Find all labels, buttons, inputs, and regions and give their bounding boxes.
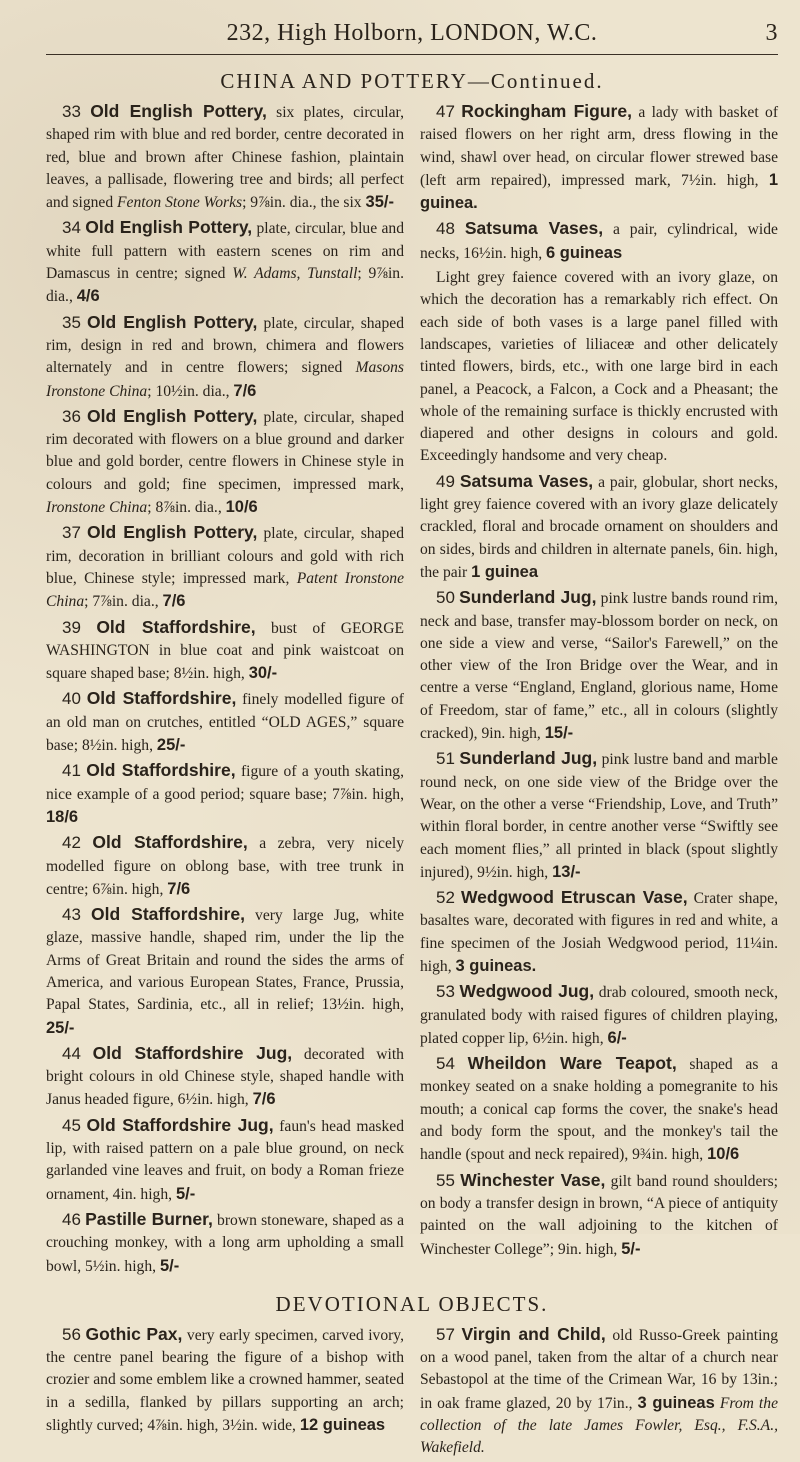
lot-title: Wheildon Ware Teapot,: [467, 1053, 677, 1074]
provenance-note: From the collection of the late James Fowler, Esq., F.S.A., Wakefield.: [420, 1394, 778, 1457]
lot-number: 49: [436, 471, 455, 491]
catalogue-entry: [420, 886, 778, 978]
lot-title: Old English Pottery,: [87, 311, 258, 332]
maker-mark: Ironstone China: [46, 499, 148, 517]
lot-price: 18/6: [46, 807, 79, 826]
devotional-columns: [46, 1323, 778, 1462]
lot-price: 7/6: [252, 1090, 276, 1109]
lot-number: 54: [436, 1054, 455, 1074]
lot-number: 56: [62, 1324, 81, 1344]
lot-description: shaped as a monkey seated on a snake holding a pomegranite to his mouth; a conical cap forms the cover, the snake's head and body form the spout, and the monkey's tail the handle (spout and neck repaired), 9¾in. high,: [420, 1056, 778, 1164]
lot-title: Old English Pottery,: [90, 101, 267, 121]
lot-price: 5/-: [621, 1239, 641, 1258]
catalogue-entry: [420, 217, 778, 265]
lot-description: six plates, circular, shaped rim with blue and red border, centre decorated in red, blue and brown after Chinese fashion, plaintain leaves, a pallisade, flowering tree and birds; all perfect and signed: [46, 104, 404, 212]
lot-number: 39: [62, 617, 81, 637]
catalogue-entry: [46, 831, 404, 901]
page-header-address: 232, High Holborn, LONDON, W.C.: [226, 20, 598, 46]
maker-mark: Masons Ironstone China: [46, 359, 404, 400]
lot-description: plate, circular, blue and white full pattern with eastern scenes on rim and Damascus in centre; signed: [46, 220, 404, 283]
lot-price: 25/-: [46, 1018, 75, 1037]
lot-number: 36: [62, 406, 81, 426]
lot-number: 34: [62, 218, 81, 238]
lot-title: Sunderland Jug,: [459, 587, 597, 608]
catalogue-entry: [420, 100, 778, 215]
lot-title: Satsuma Vases,: [464, 218, 604, 239]
lot-number: 41: [62, 761, 81, 781]
lot-description: pink lustre band and marble round neck, on one side view of the Bridge over the Wear, on the other a verse “Friendship, Love, and Truth” within floral border, in centre another verse “Swiftly see each moment flies,” all printed in black (spout slightly injured), 9½in. high,: [420, 751, 778, 881]
lot-number: 35: [62, 312, 81, 332]
catalogue-entry: [46, 405, 404, 519]
lot-title: Old Staffordshire Jug,: [86, 1114, 274, 1135]
lot-description: plate, circular, shaped rim, decoration in brilliant colours and gold with rich blue, Chinese style; impressed mark,: [46, 525, 404, 587]
catalogue-entry: [46, 216, 404, 308]
catalogue-entry: [420, 1052, 778, 1166]
catalogue-entry: [46, 1208, 404, 1278]
lot-number: 53: [436, 982, 455, 1002]
lot-number: 48: [436, 219, 455, 239]
lot-price: 3 guineas.: [455, 956, 537, 975]
lot-price: 7/6: [167, 879, 191, 898]
lot-description-tail: ; 7⅞in. dia.,: [84, 593, 163, 611]
left-column: [46, 100, 404, 1280]
page-number: 3: [765, 20, 778, 46]
lot-description: decorated with bright colours in old Chinese style, shaped handle with Janus headed figure, 6½in. high,: [46, 1045, 404, 1109]
lot-title: Rockingham Figure,: [461, 101, 632, 121]
section-title-devotional: DEVOTIONAL OBJECTS.: [275, 1291, 549, 1316]
lot-number: 52: [436, 888, 455, 908]
lot-price: 7/6: [233, 381, 257, 400]
catalogue-entry: [420, 1169, 778, 1261]
lot-description: a zebra, very nicely modelled figure on oblong base, with tree trunk in centre; 6⅞in. high,: [46, 835, 404, 898]
lot-price: 6/-: [607, 1028, 627, 1047]
lot-description-tail: ; 9⅞in. dia., the six: [242, 194, 366, 212]
lot-price: 6 guineas: [546, 243, 623, 262]
lot-title: Virgin and Child,: [461, 1323, 606, 1344]
lot-price: 10/6: [707, 1145, 740, 1164]
lot-title: Old Staffordshire,: [92, 832, 248, 853]
lot-description: figure of a youth skating, nice example of a good period; square base; 7⅞in. high,: [46, 763, 405, 803]
lot-price: 12 guineas: [299, 1416, 386, 1435]
lot-description-tail: ; 10½in. dia.,: [147, 382, 234, 400]
lot-description-tail: ; 8⅞in. dia.,: [147, 499, 226, 517]
catalogue-entry: [420, 1323, 778, 1460]
lot-description: a lady with basket of raised flowers on her right arm, dress flowing in the wind, shawl over head, on circular flower strewed base (left arm repaired), impressed mark, 7½in. high,: [420, 104, 779, 189]
lot-description: drab coloured, smooth neck, granulated body with raised figures of children playing, plated copper lip, 6½in. high,: [420, 984, 778, 1047]
lot-description: old Russo-Greek painting on a wood panel, taken from the altar of a church near Sebastopol at the time of the Crimean War, 16 by 13in.; in oak frame glazed, 20 by 17in.,: [420, 1326, 779, 1412]
lot-number: 55: [436, 1170, 455, 1190]
lot-number: 40: [62, 689, 81, 709]
lot-description: bust of GEORGE WASHINGTON in blue coat and pink waistcoat on square shaped base; 8½in. high,: [46, 619, 404, 683]
lot-description: plate, circular, shaped rim, design in red and brown, chimera and flowers alternately and in centre flowers; signed: [46, 314, 404, 377]
maker-mark: Patent Ironstone China: [46, 569, 404, 611]
lot-description: faun's head masked lip, with raised pattern on a pale blue ground, on neck garlanded vine leaves and fruit, on body a Roman frieze ornament, 4in. high,: [46, 1117, 404, 1203]
lot-title: Wedgwood Etruscan Vase,: [460, 887, 688, 908]
lot-price: 4/6: [76, 287, 100, 306]
lot-description: brown stoneware, shaped as a crouching monkey, with a long arm upholding a small bowl, 5½in. high,: [46, 1211, 404, 1275]
lot-number: 44: [62, 1043, 81, 1063]
lot-description: finely modelled figure of an old man on crutches, entitled “OLD AGES,” square base; 8½in. high,: [46, 691, 404, 755]
lot-number: 42: [62, 833, 81, 853]
lot-title: Sunderland Jug,: [459, 748, 598, 769]
lot-title: Old Staffordshire,: [90, 904, 245, 925]
catalogue-entry: [420, 586, 778, 745]
lot-title: Gothic Pax,: [85, 1323, 183, 1344]
devotional-right-column: [420, 1323, 778, 1462]
lot-number: 33: [62, 102, 81, 121]
lot-price: 10/6: [225, 498, 258, 517]
catalogue-entry: [46, 100, 404, 214]
catalogue-entry: [46, 759, 404, 829]
lot-title: Satsuma Vases,: [459, 470, 594, 491]
catalogue-entry: [46, 687, 404, 757]
section-title-china-pottery: CHINA AND POTTERY—Continued.: [220, 69, 604, 93]
devotional-left-column: [46, 1323, 404, 1462]
lot-price: 5/-: [159, 1256, 180, 1275]
lot-title: Old English Pottery,: [87, 522, 258, 543]
lot-title: Old Staffordshire,: [96, 616, 256, 637]
catalogue-entry: [420, 747, 778, 884]
catalogue-entry: [420, 470, 778, 584]
lot-price: 25/-: [156, 736, 186, 755]
lot-description: a pair, globular, short necks, light grey faience covered with an ivory glaze delicately crackled, floral and brocade ornament on shoulders and on sides, birds and children in alternate panels, 6in. high, the pair: [420, 473, 779, 581]
entries-columns: [46, 100, 778, 1280]
lot-number: 46: [62, 1209, 81, 1229]
lot-description: very large Jug, white glaze, massive handle, shaped rim, under the lip the Arms of Great Britain and round the sides the arms of America, and various European States, France, Prussia, Papal States, Sardinia, etc., all in relief; 13½in. high,: [46, 907, 404, 1014]
lot-price: 1 guinea: [471, 562, 539, 581]
lot-number: 51: [436, 749, 455, 769]
lot-price: 7/6: [162, 592, 186, 611]
lot-description: pink lustre bands round rim, neck and base, transfer may-blossom border on neck, on one side a view and verse, “Sailor's Farewell,” on the other view of the Iron Bridge over the Wear, and in centre a verse “England, England, glorious name, Home of Freedom, star of fame,” etc., all in colours (slightly cracked), 9in. high,: [420, 590, 778, 743]
lot-description-tail: ; 9⅞in. dia.,: [46, 265, 404, 306]
lot-number: 37: [62, 523, 81, 543]
lot-number: 47: [436, 102, 455, 121]
lot-title: Old English Pottery,: [85, 217, 253, 238]
catalogue-entry: [46, 1114, 404, 1206]
lot-title: Old Staffordshire,: [86, 760, 236, 781]
lot-title: Old Staffordshire Jug,: [92, 1042, 293, 1063]
lot-description: gilt band round shoulders; on body a transfer design in brown, “A piece of antiquity painted on the wall adjoining to the kitchen of Winchester College”; 9in. high,: [420, 1172, 778, 1258]
catalogue-entry: [46, 521, 404, 613]
lot-price: 30/-: [248, 664, 278, 683]
catalogue-entry: [46, 1323, 404, 1437]
lot-description: a pair, cylindrical, wide necks, 16½in. high,: [420, 221, 778, 262]
lot-note: Light grey faience covered with an ivory glaze, on which the decoration has a remarkably rich effect. On each side of both vases is a large panel filled with landscapes, varieties of liliaceæ and other delicately tinted flowers, birds, etc., with one large bird in each panel, a Peacock, a Falcon, a Cock and a Pheasant; the whole of the remaining surface is thickly encrusted with diapered and other designs in colours and gold. Exceedingly handsome and very cheap.: [420, 269, 778, 465]
lot-description: very early specimen, carved ivory, the centre panel bearing the figure of a bishop with crozier and some emblem like a crowned hammer, seated in a sedilla, flanked by pillars supporting an arch; slightly curved; 4⅞in. high, 3½in. wide,: [46, 1326, 404, 1435]
lot-description: plate, circular, shaped rim decorated with flowers on a blue ground and darker blue and gold border, centre flowers in Chinese style in colours and gold; fine specimen, impressed mark,: [46, 408, 404, 493]
running-head: [46, 14, 778, 55]
maker-mark: Fenton Stone Works: [117, 194, 243, 212]
lot-number: 57: [436, 1324, 455, 1344]
lot-title: Old English Pottery,: [87, 405, 258, 426]
lot-number: 43: [62, 905, 81, 925]
lot-title: Wedgwood Jug,: [459, 981, 595, 1002]
lot-title: Old Staffordshire,: [86, 688, 237, 709]
lot-price: 5/-: [175, 1184, 196, 1203]
catalogue-entry: [46, 311, 404, 403]
lot-title: Winchester Vase,: [460, 1169, 606, 1190]
lot-title: Pastille Burner,: [85, 1208, 213, 1229]
lot-price: 3 guineas: [637, 1393, 715, 1412]
lot-price: 1 guinea.: [420, 170, 778, 213]
lot-price: 13/-: [552, 862, 581, 881]
maker-mark: W. Adams, Tunstall: [232, 265, 358, 283]
lot-number: 45: [62, 1115, 81, 1135]
catalogue-entry: [46, 903, 404, 1040]
right-column: [420, 100, 778, 1280]
catalogue-entry: [46, 616, 404, 686]
lot-description: Crater shape, basaltes ware, decorated with figures in red and white, a fine specimen of the Josiah Wedgwood period, 11¼in. high,: [420, 890, 778, 975]
lot-price: 15/-: [544, 724, 574, 743]
lot-number: 50: [436, 588, 455, 608]
lot-price: 35/-: [365, 193, 394, 212]
catalogue-entry: [46, 1042, 404, 1112]
catalogue-entry: [420, 980, 778, 1050]
